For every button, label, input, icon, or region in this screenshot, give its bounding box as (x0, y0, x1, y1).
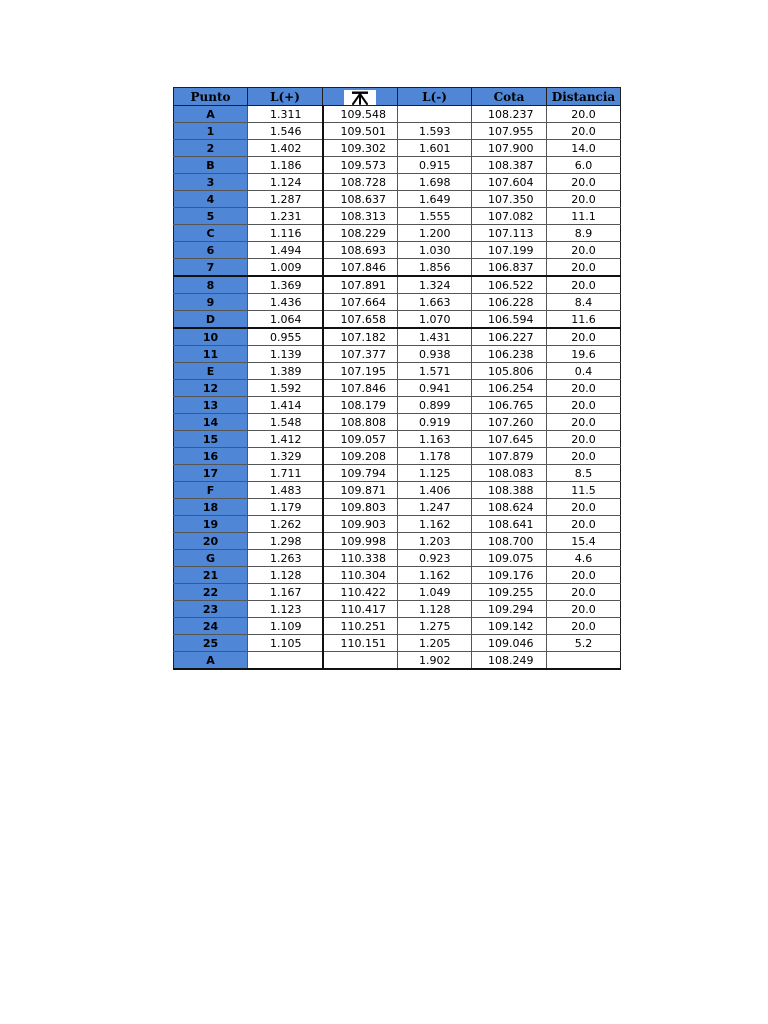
distancia-cell: 20.0 (547, 397, 621, 414)
table-row (174, 397, 621, 414)
backsight-cell: 1.179 (248, 499, 323, 516)
punto-cell: 23 (174, 601, 248, 618)
instrument-height-cell: 107.846 (323, 380, 398, 397)
punto-cell: 2 (174, 140, 248, 157)
punto-cell: 15 (174, 431, 248, 448)
distancia-cell: 8.4 (547, 294, 621, 311)
instrument-height-cell: 110.422 (323, 584, 398, 601)
punto-cell: 14 (174, 414, 248, 431)
header-cota: Cota (472, 88, 547, 106)
punto-cell: 4 (174, 191, 248, 208)
distancia-cell: 11.6 (547, 311, 621, 329)
table-row (174, 567, 621, 584)
table-row (174, 346, 621, 363)
header-row (174, 88, 621, 106)
foresight-cell: 1.571 (398, 363, 472, 380)
distancia-cell: 20.0 (547, 191, 621, 208)
cota-cell: 106.594 (472, 311, 547, 329)
distancia-cell: 20.0 (547, 328, 621, 346)
backsight-cell: 1.128 (248, 567, 323, 584)
foresight-cell: 1.663 (398, 294, 472, 311)
table-row (174, 652, 621, 670)
distancia-cell: 20.0 (547, 431, 621, 448)
table-row (174, 482, 621, 499)
foresight-cell: 0.923 (398, 550, 472, 567)
foresight-cell (398, 106, 472, 123)
backsight-cell: 0.955 (248, 328, 323, 346)
table-row (174, 380, 621, 397)
backsight-cell: 1.329 (248, 448, 323, 465)
table-row (174, 140, 621, 157)
backsight-cell: 1.483 (248, 482, 323, 499)
foresight-cell: 1.125 (398, 465, 472, 482)
cota-cell: 108.641 (472, 516, 547, 533)
table-row (174, 157, 621, 174)
backsight-cell: 1.389 (248, 363, 323, 380)
punto-cell: C (174, 225, 248, 242)
distancia-cell: 19.6 (547, 346, 621, 363)
instrument-height-cell: 108.179 (323, 397, 398, 414)
table-row (174, 123, 621, 140)
cota-cell: 107.879 (472, 448, 547, 465)
punto-cell: 21 (174, 567, 248, 584)
foresight-cell: 1.205 (398, 635, 472, 652)
foresight-cell: 1.431 (398, 328, 472, 346)
instrument-height-cell: 110.151 (323, 635, 398, 652)
table-row (174, 448, 621, 465)
foresight-cell: 1.406 (398, 482, 472, 499)
cota-cell: 109.075 (472, 550, 547, 567)
distancia-cell: 0.4 (547, 363, 621, 380)
distancia-cell: 20.0 (547, 584, 621, 601)
backsight-cell: 1.546 (248, 123, 323, 140)
foresight-cell: 1.247 (398, 499, 472, 516)
foresight-cell: 0.941 (398, 380, 472, 397)
header-distancia: Distancia (547, 88, 621, 106)
cota-cell: 106.227 (472, 328, 547, 346)
backsight-cell: 1.263 (248, 550, 323, 567)
backsight-cell: 1.402 (248, 140, 323, 157)
backsight-cell: 1.139 (248, 346, 323, 363)
distancia-cell (547, 652, 621, 670)
backsight-cell: 1.711 (248, 465, 323, 482)
backsight-cell: 1.298 (248, 533, 323, 550)
cota-cell: 109.255 (472, 584, 547, 601)
cota-cell: 105.806 (472, 363, 547, 380)
instrument-height-cell: 107.658 (323, 311, 398, 329)
cota-cell: 107.350 (472, 191, 547, 208)
table-row (174, 550, 621, 567)
punto-cell: 5 (174, 208, 248, 225)
cota-cell: 106.228 (472, 294, 547, 311)
header-backsight: L(+) (248, 88, 323, 106)
cota-cell: 109.176 (472, 567, 547, 584)
distancia-cell: 11.5 (547, 482, 621, 499)
table-row (174, 363, 621, 380)
backsight-cell: 1.412 (248, 431, 323, 448)
cota-cell: 108.249 (472, 652, 547, 670)
cota-cell: 107.113 (472, 225, 547, 242)
instrument-height-cell: 109.998 (323, 533, 398, 550)
punto-cell: A (174, 106, 248, 123)
foresight-cell: 1.128 (398, 601, 472, 618)
cota-cell: 108.388 (472, 482, 547, 499)
foresight-cell: 1.162 (398, 567, 472, 584)
punto-cell: 7 (174, 259, 248, 277)
instrument-height-cell: 108.313 (323, 208, 398, 225)
cota-cell: 108.387 (472, 157, 547, 174)
foresight-cell: 1.593 (398, 123, 472, 140)
foresight-cell: 1.555 (398, 208, 472, 225)
punto-cell: 17 (174, 465, 248, 482)
instrument-height-cell: 110.304 (323, 567, 398, 584)
instrument-height-cell: 109.903 (323, 516, 398, 533)
table-row (174, 584, 621, 601)
backsight-cell: 1.186 (248, 157, 323, 174)
table-row (174, 431, 621, 448)
backsight-cell: 1.287 (248, 191, 323, 208)
punto-cell: 1 (174, 123, 248, 140)
punto-cell: 24 (174, 618, 248, 635)
instrument-height-cell (323, 652, 398, 670)
punto-cell: 12 (174, 380, 248, 397)
instrument-height-cell: 109.302 (323, 140, 398, 157)
instrument-height-cell: 107.377 (323, 346, 398, 363)
backsight-cell: 1.262 (248, 516, 323, 533)
table-row (174, 311, 621, 329)
backsight-cell: 1.167 (248, 584, 323, 601)
cota-cell: 107.082 (472, 208, 547, 225)
foresight-cell: 1.601 (398, 140, 472, 157)
foresight-cell: 1.070 (398, 311, 472, 329)
distancia-cell: 8.9 (547, 225, 621, 242)
instrument-height-cell: 108.693 (323, 242, 398, 259)
table-row (174, 276, 621, 294)
table-row (174, 533, 621, 550)
distancia-cell: 20.0 (547, 242, 621, 259)
leveling-table (173, 87, 621, 670)
distancia-cell: 20.0 (547, 259, 621, 277)
foresight-cell: 1.163 (398, 431, 472, 448)
cota-cell: 106.837 (472, 259, 547, 277)
distancia-cell: 5.2 (547, 635, 621, 652)
foresight-cell: 0.899 (398, 397, 472, 414)
instrument-height-cell: 109.208 (323, 448, 398, 465)
cota-cell: 107.955 (472, 123, 547, 140)
foresight-cell: 1.162 (398, 516, 472, 533)
table-row (174, 191, 621, 208)
cota-cell: 107.199 (472, 242, 547, 259)
foresight-cell: 1.649 (398, 191, 472, 208)
backsight-cell: 1.116 (248, 225, 323, 242)
distancia-cell: 20.0 (547, 618, 621, 635)
punto-cell: 9 (174, 294, 248, 311)
table-row (174, 208, 621, 225)
table-row (174, 294, 621, 311)
foresight-cell: 1.200 (398, 225, 472, 242)
punto-cell: 13 (174, 397, 248, 414)
cota-cell: 108.237 (472, 106, 547, 123)
header-foresight: L(-) (398, 88, 472, 106)
punto-cell: 25 (174, 635, 248, 652)
punto-cell: E (174, 363, 248, 380)
punto-cell: 11 (174, 346, 248, 363)
level-instrument-icon (344, 90, 376, 105)
table-row (174, 414, 621, 431)
punto-cell: 8 (174, 276, 248, 294)
cota-cell: 108.700 (472, 533, 547, 550)
foresight-cell: 1.049 (398, 584, 472, 601)
backsight-cell: 1.548 (248, 414, 323, 431)
punto-cell: 3 (174, 174, 248, 191)
distancia-cell: 20.0 (547, 123, 621, 140)
table-row (174, 225, 621, 242)
distancia-cell: 20.0 (547, 106, 621, 123)
cota-cell: 106.522 (472, 276, 547, 294)
punto-cell: D (174, 311, 248, 329)
punto-cell: G (174, 550, 248, 567)
distancia-cell: 14.0 (547, 140, 621, 157)
instrument-height-cell: 110.251 (323, 618, 398, 635)
punto-cell: B (174, 157, 248, 174)
cota-cell: 106.238 (472, 346, 547, 363)
instrument-height-cell: 108.229 (323, 225, 398, 242)
foresight-cell: 1.203 (398, 533, 472, 550)
header-punto: Punto (174, 88, 248, 106)
punto-cell: 16 (174, 448, 248, 465)
distancia-cell: 15.4 (547, 533, 621, 550)
instrument-height-cell: 107.664 (323, 294, 398, 311)
distancia-cell: 6.0 (547, 157, 621, 174)
cota-cell: 108.083 (472, 465, 547, 482)
instrument-height-cell: 107.182 (323, 328, 398, 346)
instrument-height-cell: 107.846 (323, 259, 398, 277)
foresight-cell: 1.902 (398, 652, 472, 670)
backsight-cell: 1.414 (248, 397, 323, 414)
header-instrument-height (323, 88, 398, 106)
distancia-cell: 20.0 (547, 567, 621, 584)
table-row (174, 328, 621, 346)
foresight-cell: 1.698 (398, 174, 472, 191)
instrument-height-cell: 109.573 (323, 157, 398, 174)
instrument-height-cell: 109.794 (323, 465, 398, 482)
foresight-cell: 1.324 (398, 276, 472, 294)
distancia-cell: 8.5 (547, 465, 621, 482)
distancia-cell: 20.0 (547, 276, 621, 294)
distancia-cell: 20.0 (547, 380, 621, 397)
backsight-cell: 1.064 (248, 311, 323, 329)
distancia-cell: 20.0 (547, 516, 621, 533)
punto-cell: A (174, 652, 248, 670)
table-row (174, 516, 621, 533)
distancia-cell: 20.0 (547, 601, 621, 618)
punto-cell: 20 (174, 533, 248, 550)
punto-cell: 6 (174, 242, 248, 259)
backsight-cell: 1.231 (248, 208, 323, 225)
table-row (174, 259, 621, 277)
foresight-cell: 1.030 (398, 242, 472, 259)
backsight-cell: 1.592 (248, 380, 323, 397)
table-row (174, 242, 621, 259)
table-row (174, 106, 621, 123)
instrument-height-cell: 108.808 (323, 414, 398, 431)
punto-cell: 18 (174, 499, 248, 516)
distancia-cell: 20.0 (547, 499, 621, 516)
backsight-cell: 1.105 (248, 635, 323, 652)
cota-cell: 107.645 (472, 431, 547, 448)
instrument-height-cell: 109.871 (323, 482, 398, 499)
table-row (174, 499, 621, 516)
backsight-cell: 1.311 (248, 106, 323, 123)
instrument-height-cell: 110.338 (323, 550, 398, 567)
table-row (174, 601, 621, 618)
backsight-cell (248, 652, 323, 670)
foresight-cell: 1.178 (398, 448, 472, 465)
punto-cell: 19 (174, 516, 248, 533)
instrument-height-cell: 107.195 (323, 363, 398, 380)
distancia-cell: 11.1 (547, 208, 621, 225)
distancia-cell: 20.0 (547, 174, 621, 191)
backsight-cell: 1.009 (248, 259, 323, 277)
instrument-height-cell: 109.501 (323, 123, 398, 140)
punto-cell: 10 (174, 328, 248, 346)
foresight-cell: 0.938 (398, 346, 472, 363)
foresight-cell: 1.856 (398, 259, 472, 277)
cota-cell: 109.142 (472, 618, 547, 635)
backsight-cell: 1.369 (248, 276, 323, 294)
instrument-height-cell: 110.417 (323, 601, 398, 618)
backsight-cell: 1.123 (248, 601, 323, 618)
cota-cell: 109.294 (472, 601, 547, 618)
backsight-cell: 1.124 (248, 174, 323, 191)
backsight-cell: 1.109 (248, 618, 323, 635)
foresight-cell: 1.275 (398, 618, 472, 635)
table-row (174, 618, 621, 635)
instrument-height-cell: 108.637 (323, 191, 398, 208)
table-row (174, 174, 621, 191)
cota-cell: 107.604 (472, 174, 547, 191)
cota-cell: 107.260 (472, 414, 547, 431)
distancia-cell: 20.0 (547, 414, 621, 431)
table-row (174, 635, 621, 652)
instrument-height-cell: 109.548 (323, 106, 398, 123)
instrument-height-cell: 109.057 (323, 431, 398, 448)
cota-cell: 106.254 (472, 380, 547, 397)
foresight-cell: 0.915 (398, 157, 472, 174)
instrument-height-cell: 107.891 (323, 276, 398, 294)
punto-cell: F (174, 482, 248, 499)
cota-cell: 107.900 (472, 140, 547, 157)
cota-cell: 109.046 (472, 635, 547, 652)
table-row (174, 465, 621, 482)
backsight-cell: 1.436 (248, 294, 323, 311)
distancia-cell: 20.0 (547, 448, 621, 465)
cota-cell: 108.624 (472, 499, 547, 516)
distancia-cell: 4.6 (547, 550, 621, 567)
instrument-height-cell: 109.803 (323, 499, 398, 516)
punto-cell: 22 (174, 584, 248, 601)
backsight-cell: 1.494 (248, 242, 323, 259)
instrument-height-cell: 108.728 (323, 174, 398, 191)
cota-cell: 106.765 (472, 397, 547, 414)
foresight-cell: 0.919 (398, 414, 472, 431)
